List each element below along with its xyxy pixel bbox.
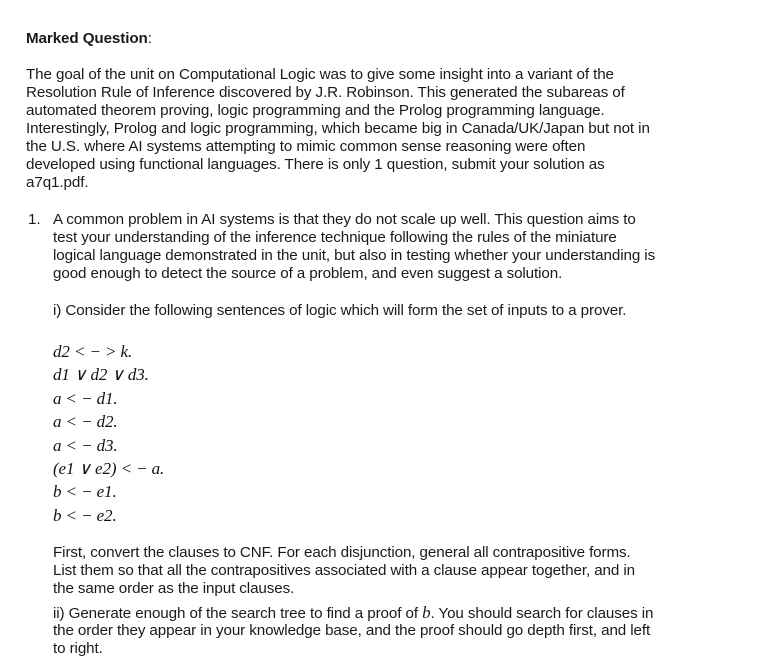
formula: a < − d1. bbox=[53, 388, 118, 408]
part-ii-line: the order they appear in your knowledge base, and the proof should go depth first, and left bbox=[53, 622, 651, 639]
intro-line: Resolution Rule of Inference discovered by J.R. Robinson. This generated the subareas of bbox=[26, 84, 625, 101]
intro-line: a7q1.pdf. bbox=[26, 174, 89, 191]
intro-line: Interestingly, Prolog and logic programming, which became big in Canada/UK/Japan but not in bbox=[26, 120, 650, 137]
formula: b < − e1. bbox=[53, 482, 117, 502]
part-ii-text-before: ii) Generate enough of the search tree to find a proof of bbox=[53, 605, 423, 622]
intro-line: automated theorem proving, logic programming and the Prolog programming language. bbox=[26, 102, 605, 119]
section-heading bbox=[26, 30, 152, 48]
intro-line: the U.S. where AI systems attempting to mimic common sense reasoning were often bbox=[26, 138, 586, 155]
intro-line: developed using functional languages. There is only 1 question, submit your solution as bbox=[26, 156, 605, 173]
question-line: test your understanding of the inference technique following the rules of the miniature bbox=[53, 229, 617, 246]
logic-formulas bbox=[53, 340, 164, 527]
part-i-text: i) Consider the following sentences of logic which will form the set of inputs to a prover. bbox=[53, 302, 627, 319]
part-ii-text-after: . You should search for clauses in bbox=[430, 605, 654, 622]
formula: a < − d2. bbox=[53, 412, 118, 432]
cnf-instructions bbox=[53, 544, 635, 598]
formula: d2 < − > k. bbox=[53, 342, 133, 361]
formula: a < − d3. bbox=[53, 435, 118, 455]
question-line: logical language demonstrated in the unit, but also in testing whether your understanding is bbox=[53, 247, 656, 264]
intro-paragraph bbox=[26, 66, 650, 192]
question-number: 1. bbox=[28, 211, 41, 228]
part-ii-line: to right. bbox=[53, 640, 103, 657]
variable-b: b bbox=[422, 603, 431, 622]
part-ii-line bbox=[53, 604, 653, 622]
question-line: A common problem in AI systems is that they do not scale up well. This question aims to bbox=[53, 211, 636, 228]
heading-text: Marked Question bbox=[26, 30, 148, 47]
part-i-prompt bbox=[53, 302, 626, 320]
part-ii-instructions bbox=[53, 604, 653, 658]
heading-colon: : bbox=[147, 30, 152, 47]
question-line: good enough to detect the source of a problem, and even suggest a solution. bbox=[53, 265, 563, 282]
formula: (e1 ∨ e2) < − a. bbox=[53, 458, 165, 478]
formula: d1 ∨ d2 ∨ d3. bbox=[53, 365, 149, 385]
cnf-line: First, convert the clauses to CNF. For each disjunction, general all contrapositive forms. bbox=[53, 544, 631, 561]
intro-line: The goal of the unit on Computational Logic was to give some insight into a variant of the bbox=[26, 66, 614, 83]
question-body bbox=[53, 211, 655, 283]
cnf-line: the same order as the input clauses. bbox=[53, 580, 295, 597]
formula: b < − e2. bbox=[53, 505, 117, 525]
cnf-line: List them so that all the contrapositives associated with a clause appear together, and in bbox=[53, 562, 635, 579]
